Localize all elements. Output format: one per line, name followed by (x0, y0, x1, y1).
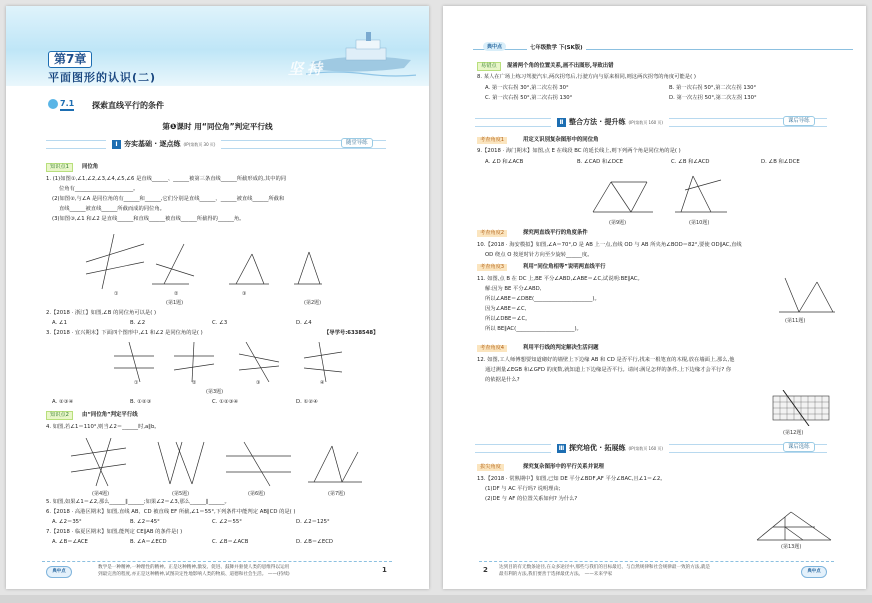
lesson-title: 第❶课时 用“同位角”判定平行线 (162, 122, 273, 131)
option: A. 第一次右拐 30°,第二次左拐 30° (485, 85, 569, 91)
option: C. 第一次右拐 50°,第二次右拐 130° (485, 95, 573, 101)
figure-caption: (第4题) (92, 491, 110, 497)
easy-mistake-tag: 易错点 (477, 62, 501, 71)
option: B. ①②③ (130, 399, 152, 405)
figure-11 (777, 276, 837, 316)
figure-12-wall (769, 390, 833, 426)
question-1-line: (3)如图③,∠1 和∠2 是直线______和直线______被直线______所截得的______角。 (52, 216, 245, 222)
section-bar-extend (475, 444, 827, 453)
question-11-line: 所以∠ABE＝∠DBE(______________________)。 (485, 296, 600, 302)
footer-quote: 最有利的方法,我们要善于选择最优方法。 ——未来学家 (499, 572, 613, 577)
section-badge: Ⅱ (557, 118, 566, 127)
section-icon (48, 99, 58, 109)
question-11-line: 解:因为 BE 平分∠ABD, (485, 286, 542, 292)
figure-caption: (第7题) (328, 491, 346, 497)
question-10-line: 10.【2018 · 海安模拟】如图,∠A＝70°,O 是 AB 上一点,直线 OD 与 AB 所夹角∠BOD＝82°,要使 OD∥AC,直线 (477, 242, 742, 248)
footer-quote: 达到目的有无数条途径,在众多途径中,那些与我们的目标最近、与自然规律和社会规律最一致的方法,就是 (499, 565, 711, 570)
option: A. ∠1 (52, 320, 68, 326)
section-note: (IP(第数页 160 页) (628, 120, 663, 125)
question-code: 【导学号:6338548】 (324, 330, 379, 336)
angle-tag: 考查角度2 (477, 230, 507, 237)
option: D. ①②④ (296, 399, 318, 405)
question-1-line: 1. (1)如图①,∠1,∠2,∠3,∠4,∠5,∠6 是直线______、______被第三条直线______所截形成的,其中的同 (46, 176, 287, 182)
question-11-line: 因为∠ABE＝∠C, (485, 306, 527, 312)
section-heading: 夯实基础 · 逐点练 (124, 140, 181, 148)
figure-caption: ① (134, 380, 139, 386)
header-title: 七年级数学 下(SK版) (527, 43, 586, 51)
easy-mistake-title: 混淆两个角的位置关系,画不出图形,导致出错 (507, 63, 614, 69)
option: B. ∠CAD 和∠DCE (577, 159, 624, 165)
knowledge-title: 由“同位角”判定平行线 (82, 412, 138, 418)
figure-caption: (第11题) (785, 318, 806, 324)
figure-caption: (第2题) (304, 300, 322, 306)
option: D. 第一次左拐 50°,第二次左拐 130° (669, 95, 757, 101)
angle-title: 利用平行线的判定解决生活问题 (523, 345, 599, 351)
option: A. ②③④ (52, 399, 74, 405)
option: B. 第一次右拐 50°,第二次左拐 130° (669, 85, 757, 91)
chapter-label: 第7章 (48, 51, 92, 68)
figure-4-7 (66, 438, 366, 488)
section-title: 探索直线平行的条件 (92, 101, 164, 110)
figure-caption: ④ (320, 380, 325, 386)
section-num: 7.1 (60, 98, 74, 111)
question-10-line: OD 绕点 O 按逆时针方向至少旋转______度。 (485, 252, 593, 258)
option: D. ∠4 (296, 320, 312, 326)
question-3: 3.【2018 · 宜兴期末】下面四个图形中,∠1 和∠2 是同位角的是( ) (46, 330, 203, 336)
figure-3 (114, 342, 344, 382)
option: C. ①②③④ (212, 399, 239, 405)
figure-caption: (第3题) (206, 389, 224, 395)
section-badge: Ⅲ (558, 444, 565, 452)
knowledge-tag: 知识点2 (46, 411, 73, 420)
page-number: 1 (382, 566, 387, 574)
question-5: 5. 如图,如果∠1＝∠2,那么______∥______;如果∠2＝∠3,那么______∥______。 (46, 499, 230, 505)
angle-title: 探究复杂图形中的平行关系并说理 (523, 464, 604, 470)
stamp: 坚持 (288, 60, 327, 78)
option: A. ∠B＝∠ACE (52, 539, 88, 545)
option: A. ∠2＝35° (52, 519, 82, 525)
question-11-line: 11. 如图,点 B 在 DC 上,BE 平分∠ABD,∠ABE＝∠C,试说明:BE∥AC。 (477, 276, 643, 282)
section-heading: 整合方法 · 提升练 (569, 118, 626, 126)
question-6: 6.【2018 · 高港区期末】如图,直线 AB、CD 被直线 EF 所截,∠1＝55°,下列条件中能判定 AB∥CD 的是( ) (46, 509, 296, 515)
option: C. ∠B＝∠ACB (212, 539, 249, 545)
figure-caption: ② (192, 380, 197, 386)
option: D. ∠2＝125° (296, 519, 330, 525)
figure-caption: (第6题) (248, 491, 266, 497)
figure-caption: (第12题) (783, 430, 804, 436)
question-8: 8. 某人在广场上练习驾驶汽车,两次拐弯后,行驶方向与原来相同,则这两次拐弯的角度可能是( ) (477, 74, 696, 80)
question-11-line: 所以∠DBE＝∠C。 (485, 316, 531, 322)
question-13-line: 13.【2018 · 常熟期中】如图,已知 DE 平分∠BDF,AF 平分∠BAC,且∠1＝∠2。 (477, 476, 666, 482)
option: A. ∠D 和∠ACB (485, 159, 524, 165)
page-number: 2 (483, 566, 488, 574)
question-1-line: 直线______被直线______所截而成的同位角。 (59, 206, 165, 212)
question-12-line: 通过测量∠EGB 和∠GFD 的度数,就知道上下边缘是否平行。请问:满足怎样的条件,上下边缘才会平行? 你 (485, 367, 732, 373)
question-13-line: (2)DE 与 AF 的位置关系如何? 为什么? (485, 496, 578, 502)
option: D. ∠B＝∠ECD (296, 539, 333, 545)
figure-caption: ③ (242, 291, 247, 297)
question-9: 9.【2018 · 海门期末】如图,点 E 在线段 BC 的延长线上,则下列两个角是同位角的是( ) (477, 148, 681, 154)
option: C. ∠B 和∠ACD (671, 159, 710, 165)
guide-button[interactable]: 课后选练 (783, 442, 815, 452)
question-1-line: 位角有______________________。 (59, 186, 139, 192)
question-11-line: 所以 BE∥AC(______________________)。 (485, 326, 582, 332)
section-bar-improve (475, 118, 827, 127)
section-heading: 探究培优 · 拓展练 (569, 444, 626, 452)
left-page (6, 6, 429, 589)
section-bar-basic (46, 140, 386, 149)
angle-tag: 拔尖角度 (477, 464, 504, 471)
knowledge-title: 同位角 (82, 164, 99, 170)
bottom-scrollbar[interactable] (0, 595, 872, 603)
figure-caption: (第9题) (609, 220, 627, 226)
figure-caption: ① (114, 291, 119, 297)
option: D. ∠B 和∠DCE (761, 159, 800, 165)
angle-title: 用定义识别复杂图形中的同位角 (523, 137, 599, 143)
footer-logo: 典中点 (46, 566, 72, 578)
section-note: (IP(第数页 160 页) (628, 446, 663, 451)
figure-caption: (第10题) (689, 220, 710, 226)
guide-button[interactable]: 课后导练 (783, 116, 815, 126)
figure-caption: (第13题) (781, 544, 802, 550)
guide-button[interactable]: 随堂导练 (341, 138, 373, 148)
question-1-line: (2)如图②,与∠A 是同位角的有______和______,它们分别是直线______、______被直线______所截和 (52, 196, 285, 202)
angle-title: 利用“同位角相等”说明两直线平行 (523, 264, 606, 270)
option: B. ∠2＝45° (130, 519, 160, 525)
section-badge: Ⅰ (112, 140, 121, 149)
angle-title: 探究两直线平行的角度条件 (523, 230, 588, 236)
question-2: 2.【2018 · 浙江】如图,∠B 的同位角可以是( ) (46, 310, 157, 316)
option: C. ∠3 (212, 320, 228, 326)
question-12-line: 12. 如图,工人师傅想要知道砌好的墙壁上下边缘 AB 和 CD 是否平行,找来一根笔直的木棍,放在墙面上,那么,他 (477, 357, 735, 363)
figure-9-10 (591, 170, 731, 218)
angle-tag: 考查角度1 (477, 137, 507, 144)
figure-caption: ③ (256, 380, 261, 386)
option: B. ∠2 (130, 320, 146, 326)
figure-caption: ② (174, 291, 179, 297)
section-note: (IP(第数页 30 页) (183, 142, 216, 147)
question-13-line: (1)DF 与 AC 平行吗? 说明理由; (485, 486, 561, 492)
option: C. ∠2＝55° (212, 519, 242, 525)
figure-caption: (第1题) (166, 300, 184, 306)
question-4: 4. 如图,若∠1＝110°,则当∠2＝______时,a∥b。 (46, 424, 160, 430)
figure-caption: (第5题) (172, 491, 190, 497)
chapter-title: 平面图形的认识(二) (48, 71, 157, 84)
figure-13 (755, 510, 833, 542)
footer-quote: 数学是一种精神,一种理性的精神。正是这种精神,激发、促进、鼓舞并驱使人类的思维得以运用 (98, 565, 290, 570)
footer-logo: 典中点 (801, 566, 827, 578)
knowledge-tag: 知识点1 (46, 163, 73, 172)
option: B. ∠A＝∠ECD (130, 539, 167, 545)
angle-tag: 考查角度4 (477, 345, 507, 352)
right-page (443, 6, 866, 589)
angle-tag: 考查角度3 (477, 264, 507, 271)
figure-1 (84, 234, 324, 292)
header-logo: 典中点 (483, 42, 506, 51)
question-12-line: 的依据是什么? (485, 377, 520, 383)
footer-quote: 到最完善的程度,亦正是这种精神,试图决定性地影响人类的物质、道德和社会生活。 ——(持续) (98, 572, 290, 577)
question-7: 7.【2018 · 临夏区期末】如图,能判定 CE∥AB 的条件是( ) (46, 529, 183, 535)
